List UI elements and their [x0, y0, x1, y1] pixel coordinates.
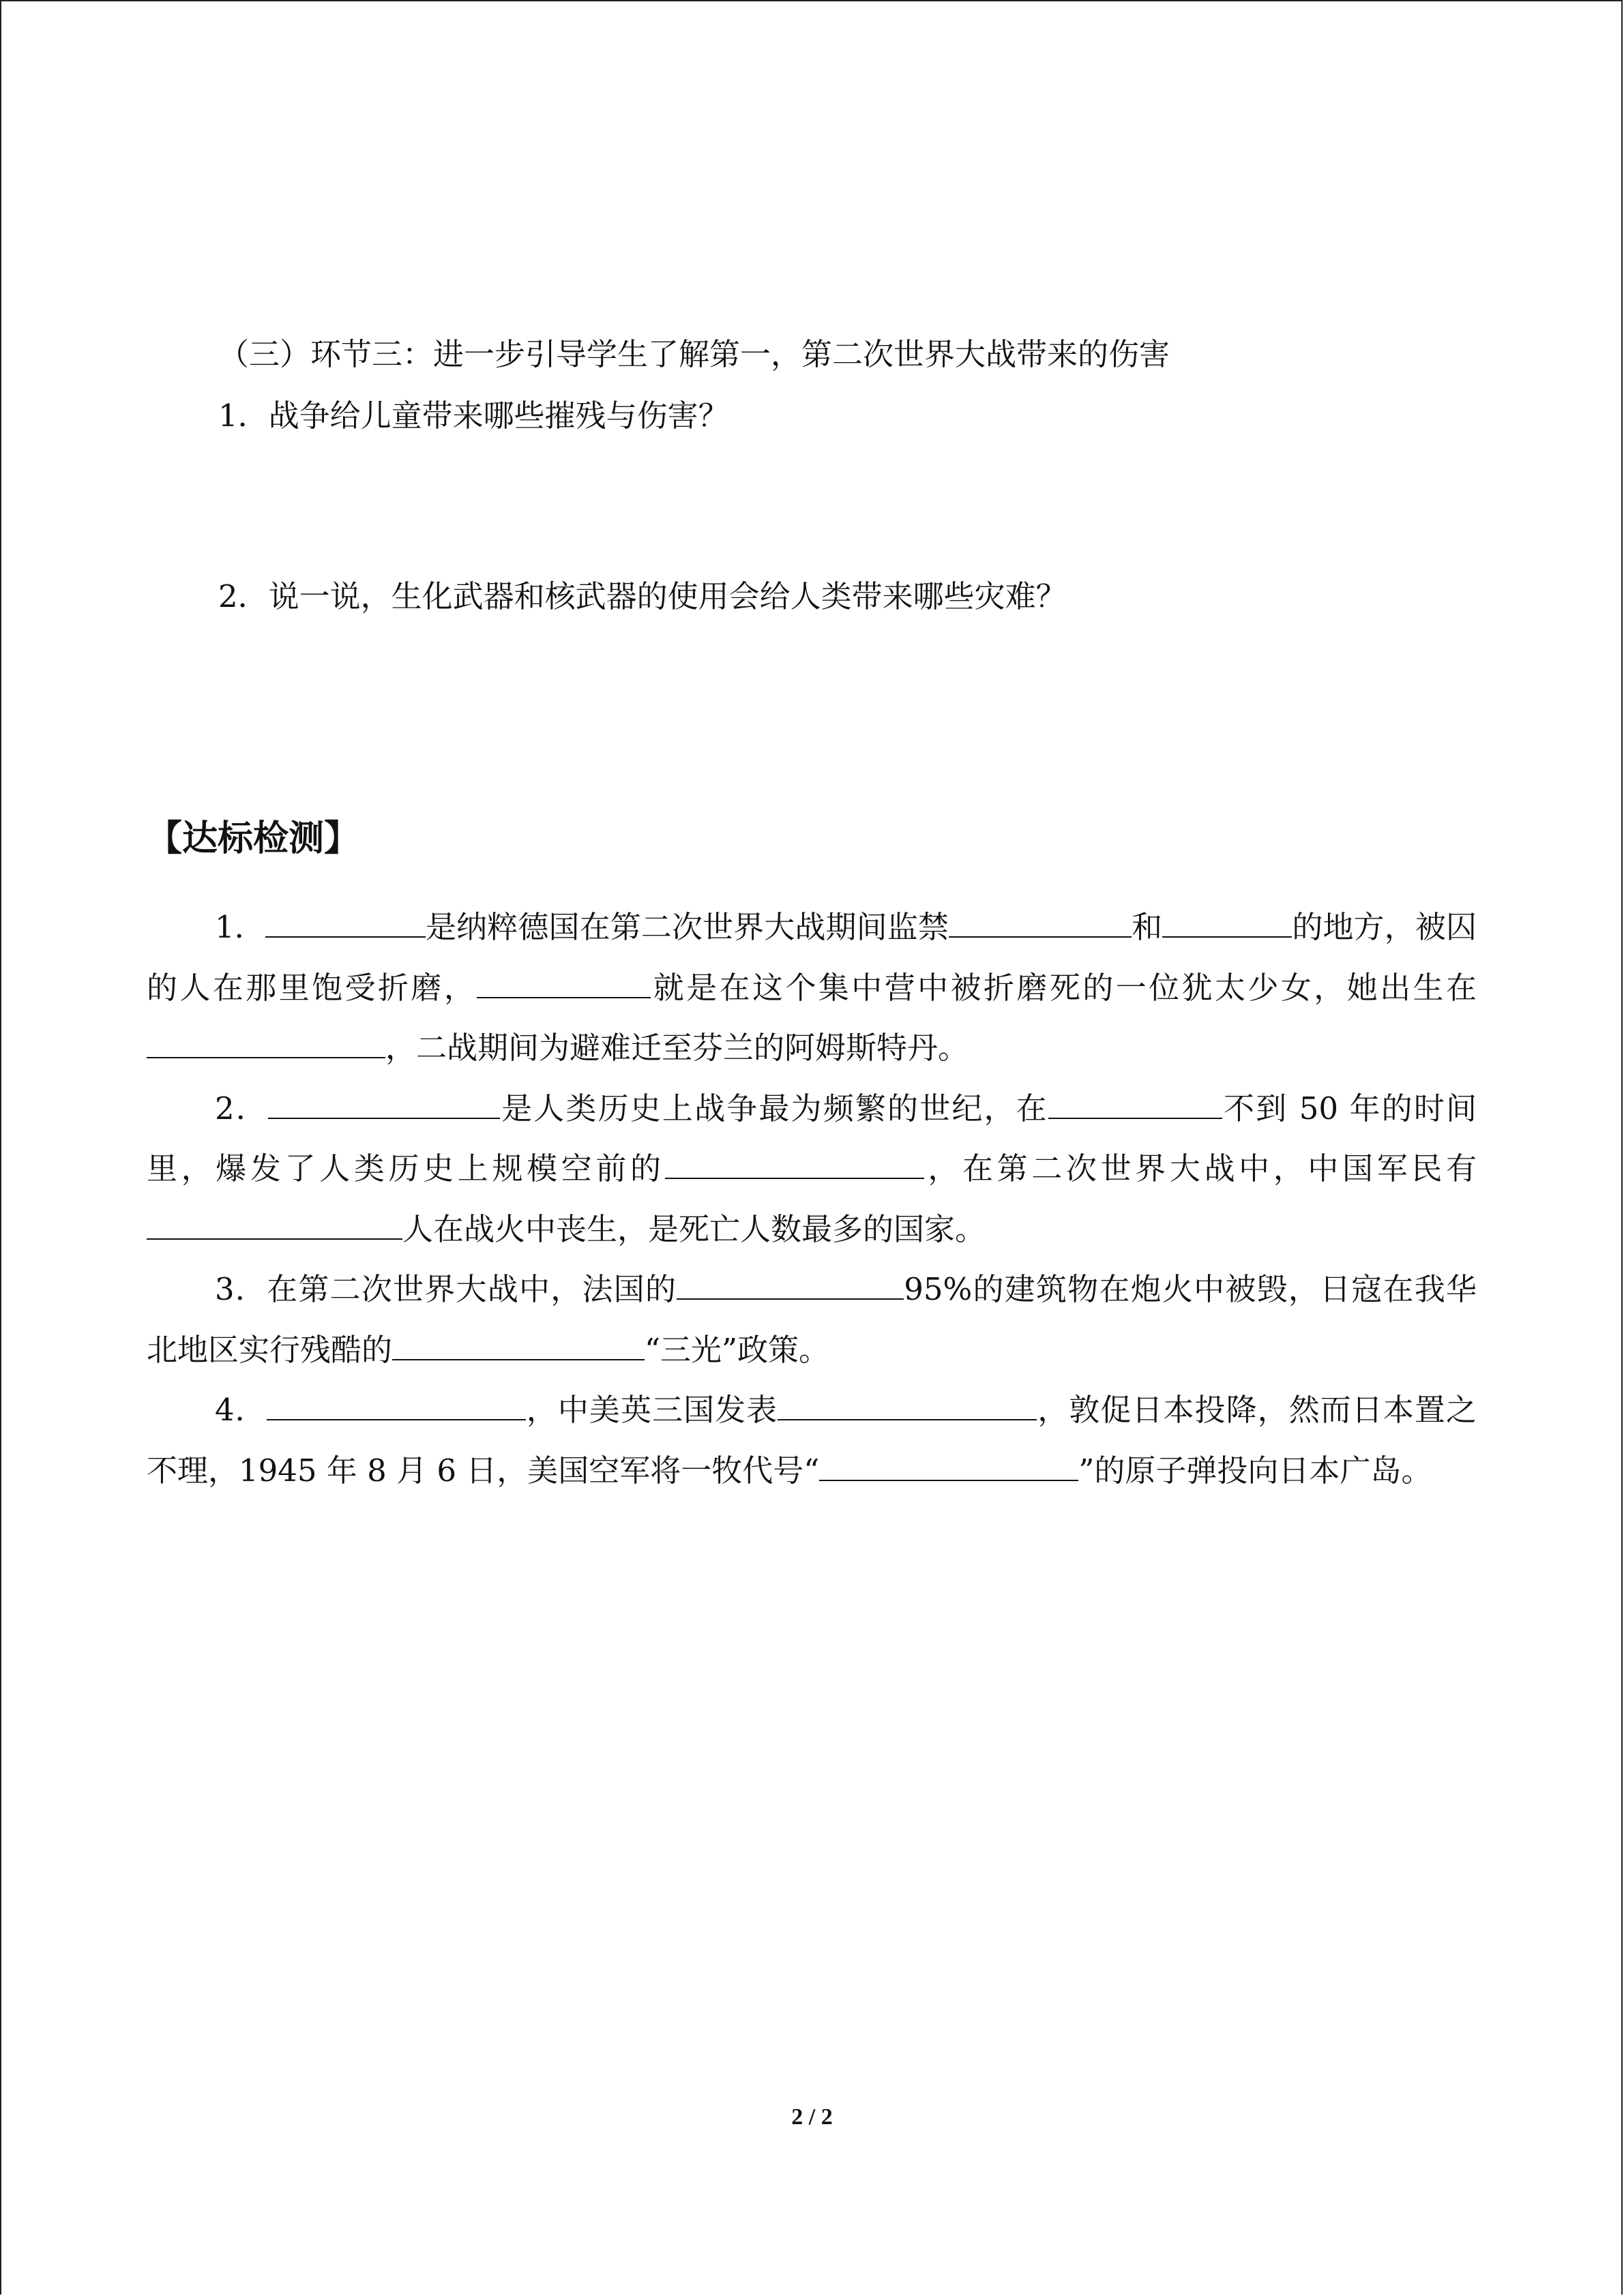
section-heading: （三）环节三：进一步引导学生了解第一，第二次世界大战带来的伤害: [218, 336, 1170, 372]
test-item-1: [147, 897, 1477, 1079]
test-item-2: [147, 1079, 1477, 1260]
blank-2-4[interactable]: [147, 1206, 402, 1240]
blank-4-3[interactable]: [819, 1447, 1078, 1481]
blank-2-2[interactable]: [1048, 1085, 1222, 1119]
test-title: 【达标检测】: [147, 818, 360, 859]
blank-1-2[interactable]: [949, 904, 1132, 938]
item-1-text-a: 是纳粹德国在第二次世界大战期间监禁: [425, 909, 949, 945]
blank-2-1[interactable]: [268, 1085, 500, 1119]
question-1: 1．战争给儿童带来哪些摧残与伤害？: [218, 398, 729, 434]
item-3-text-b: 95%的建筑物在炮火中被毁，日寇在我华北地区实行残酷的: [147, 1271, 1477, 1368]
blank-1-5[interactable]: [147, 1024, 385, 1058]
item-1-text-d: 就是在这个集中营中被折磨死的一位犹太少女，她出生在: [651, 969, 1477, 1006]
item-4-number: 4．: [215, 1392, 267, 1428]
item-1-text-c: 的地方，被囚的人在那里饱受折磨，: [147, 909, 1477, 1006]
blank-3-2[interactable]: [392, 1326, 645, 1360]
item-2-text-d: 人在战火中丧生，是死亡人数最多的国家。: [402, 1210, 986, 1247]
test-item-3: [147, 1259, 1477, 1380]
item-3-text-a: 3．在第二次世界大战中，法国的: [215, 1271, 677, 1307]
page-number: 2 / 2: [791, 2104, 833, 2130]
blank-1-3[interactable]: [1162, 904, 1292, 938]
blank-1-1[interactable]: [265, 904, 426, 938]
item-2-number: 2．: [215, 1090, 268, 1127]
item-3-text-c: “三光”政策。: [645, 1331, 830, 1368]
blank-4-2[interactable]: [778, 1386, 1037, 1420]
question-2: 2．说一说，生化武器和核武器的使用会给人类带来哪些灾难？: [218, 578, 1067, 614]
item-4-text-a: ，中美英三国发表: [525, 1392, 778, 1428]
item-2-text-b: 不到 50 年的时间里，爆发了人类历史上规模空前的: [147, 1090, 1477, 1187]
test-body: [147, 897, 1477, 1501]
item-4-text-b: ，敦促日本投降，然而日本置之不理，1945 年 8 月 6 日，美国空军将一牧代号“: [147, 1392, 1477, 1489]
test-item-4: [147, 1380, 1477, 1501]
item-4-text-c: ”的原子弹投向日本广岛。: [1078, 1452, 1432, 1489]
item-1-number: 1．: [215, 909, 265, 945]
item-1-text-e: ，二战期间为避难迁至芬兰的阿姆斯特丹。: [385, 1030, 969, 1066]
item-2-text-a: 是人类历史上战争最为频繁的世纪，在: [499, 1090, 1048, 1127]
blank-3-1[interactable]: [677, 1266, 904, 1300]
item-2-text-c: ，在第二次世界大战中，中国军民有: [924, 1150, 1477, 1187]
item-1-text-b: 和: [1132, 909, 1163, 945]
blank-2-3[interactable]: [665, 1145, 924, 1179]
blank-1-4[interactable]: [477, 964, 651, 998]
blank-4-1[interactable]: [267, 1386, 526, 1420]
